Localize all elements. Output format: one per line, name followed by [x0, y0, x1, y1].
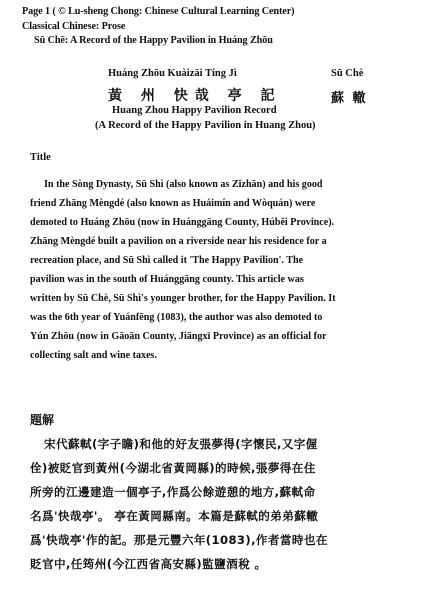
- chinese-paragraph-line: 貶官中,任筠州(今江西省高安縣)監鹽酒稅 。: [30, 557, 267, 571]
- paragraph-line: friend Zhāng Mèngdé (also known as Huáimín and Wòquán) were: [30, 198, 316, 209]
- paragraph-line: Zhāng Mèngdé built a pavilion on a riverside near his residence for a: [30, 236, 327, 247]
- paragraph-line: collecting salt and wine taxes.: [30, 350, 158, 361]
- chinese-paragraph-line: 爲'快哉亭'作的記。那是元豐六年(1083),作者當時也在: [30, 533, 328, 547]
- paragraph-line: recreation place, and Sū Shì called it 'The Happy Pavilion'. The: [30, 255, 304, 266]
- paragraph-line: was the 6th year of Yuánfēng (1083), the author was also demoted to: [30, 312, 323, 323]
- section-title-english: Title: [30, 152, 51, 163]
- chinese-paragraph-line: 所旁的江邊建造一個亭子,作爲公餘遊憩的地方,蘇軾命: [30, 485, 316, 499]
- title-english-translation: (A Record of the Happy Pavilion in Huang Zhou): [95, 120, 316, 131]
- paragraph-line: pavilion was in the south of Huánggāng county. This article was: [30, 274, 304, 285]
- title-english-literal: Huang Zhou Happy Pavilion Record: [112, 105, 277, 116]
- page-header-line1: Page 1 ( © Lu-sheng Chong: Chinese Cultural Learning Center): [22, 6, 295, 17]
- chinese-paragraph-line: 名爲'快哉亭'。 亭在黃岡縣南。本篇是蘇軾的弟弟蘇轍: [30, 509, 319, 523]
- title-pinyin: Huáng Zhōu Kuàizāi Tíng Jì: [108, 68, 237, 79]
- author-pinyin: Sū Chè: [331, 68, 364, 79]
- paragraph-line: written by Sū Chè, Sū Shì's younger brother, for the Happy Pavilion. It: [30, 293, 336, 304]
- chinese-paragraph-line: 宋代蘇軾(字子瞻)和他的好友張夢得(字懷民,又字偓: [44, 437, 318, 451]
- paragraph-line: In the Sòng Dynasty, Sū Shì (also known as Zǐzhān) and his good: [44, 179, 323, 190]
- section-title-chinese: 題解: [30, 413, 55, 427]
- chinese-paragraph-line: 佺)被貶官到黃州(今湖北省黃岡縣)的時候,張夢得在住: [30, 461, 316, 475]
- page-header-line2: Classical Chinese: Prose: [22, 21, 126, 32]
- title-chinese: 黃 州 快哉 亭 記: [108, 88, 282, 104]
- page-header-line3: Sū Chē: A Record of the Happy Pavilion in Huáng Zhōu: [34, 35, 273, 46]
- paragraph-line: demoted to Huáng Zhōu (now in Huánggāng County, Húběi Province).: [30, 217, 335, 228]
- paragraph-line: Yún Zhōu (now in Gāoān County, Jiāngxī Province) as an official for: [30, 331, 327, 342]
- author-chinese: 蘇 轍: [331, 91, 368, 106]
